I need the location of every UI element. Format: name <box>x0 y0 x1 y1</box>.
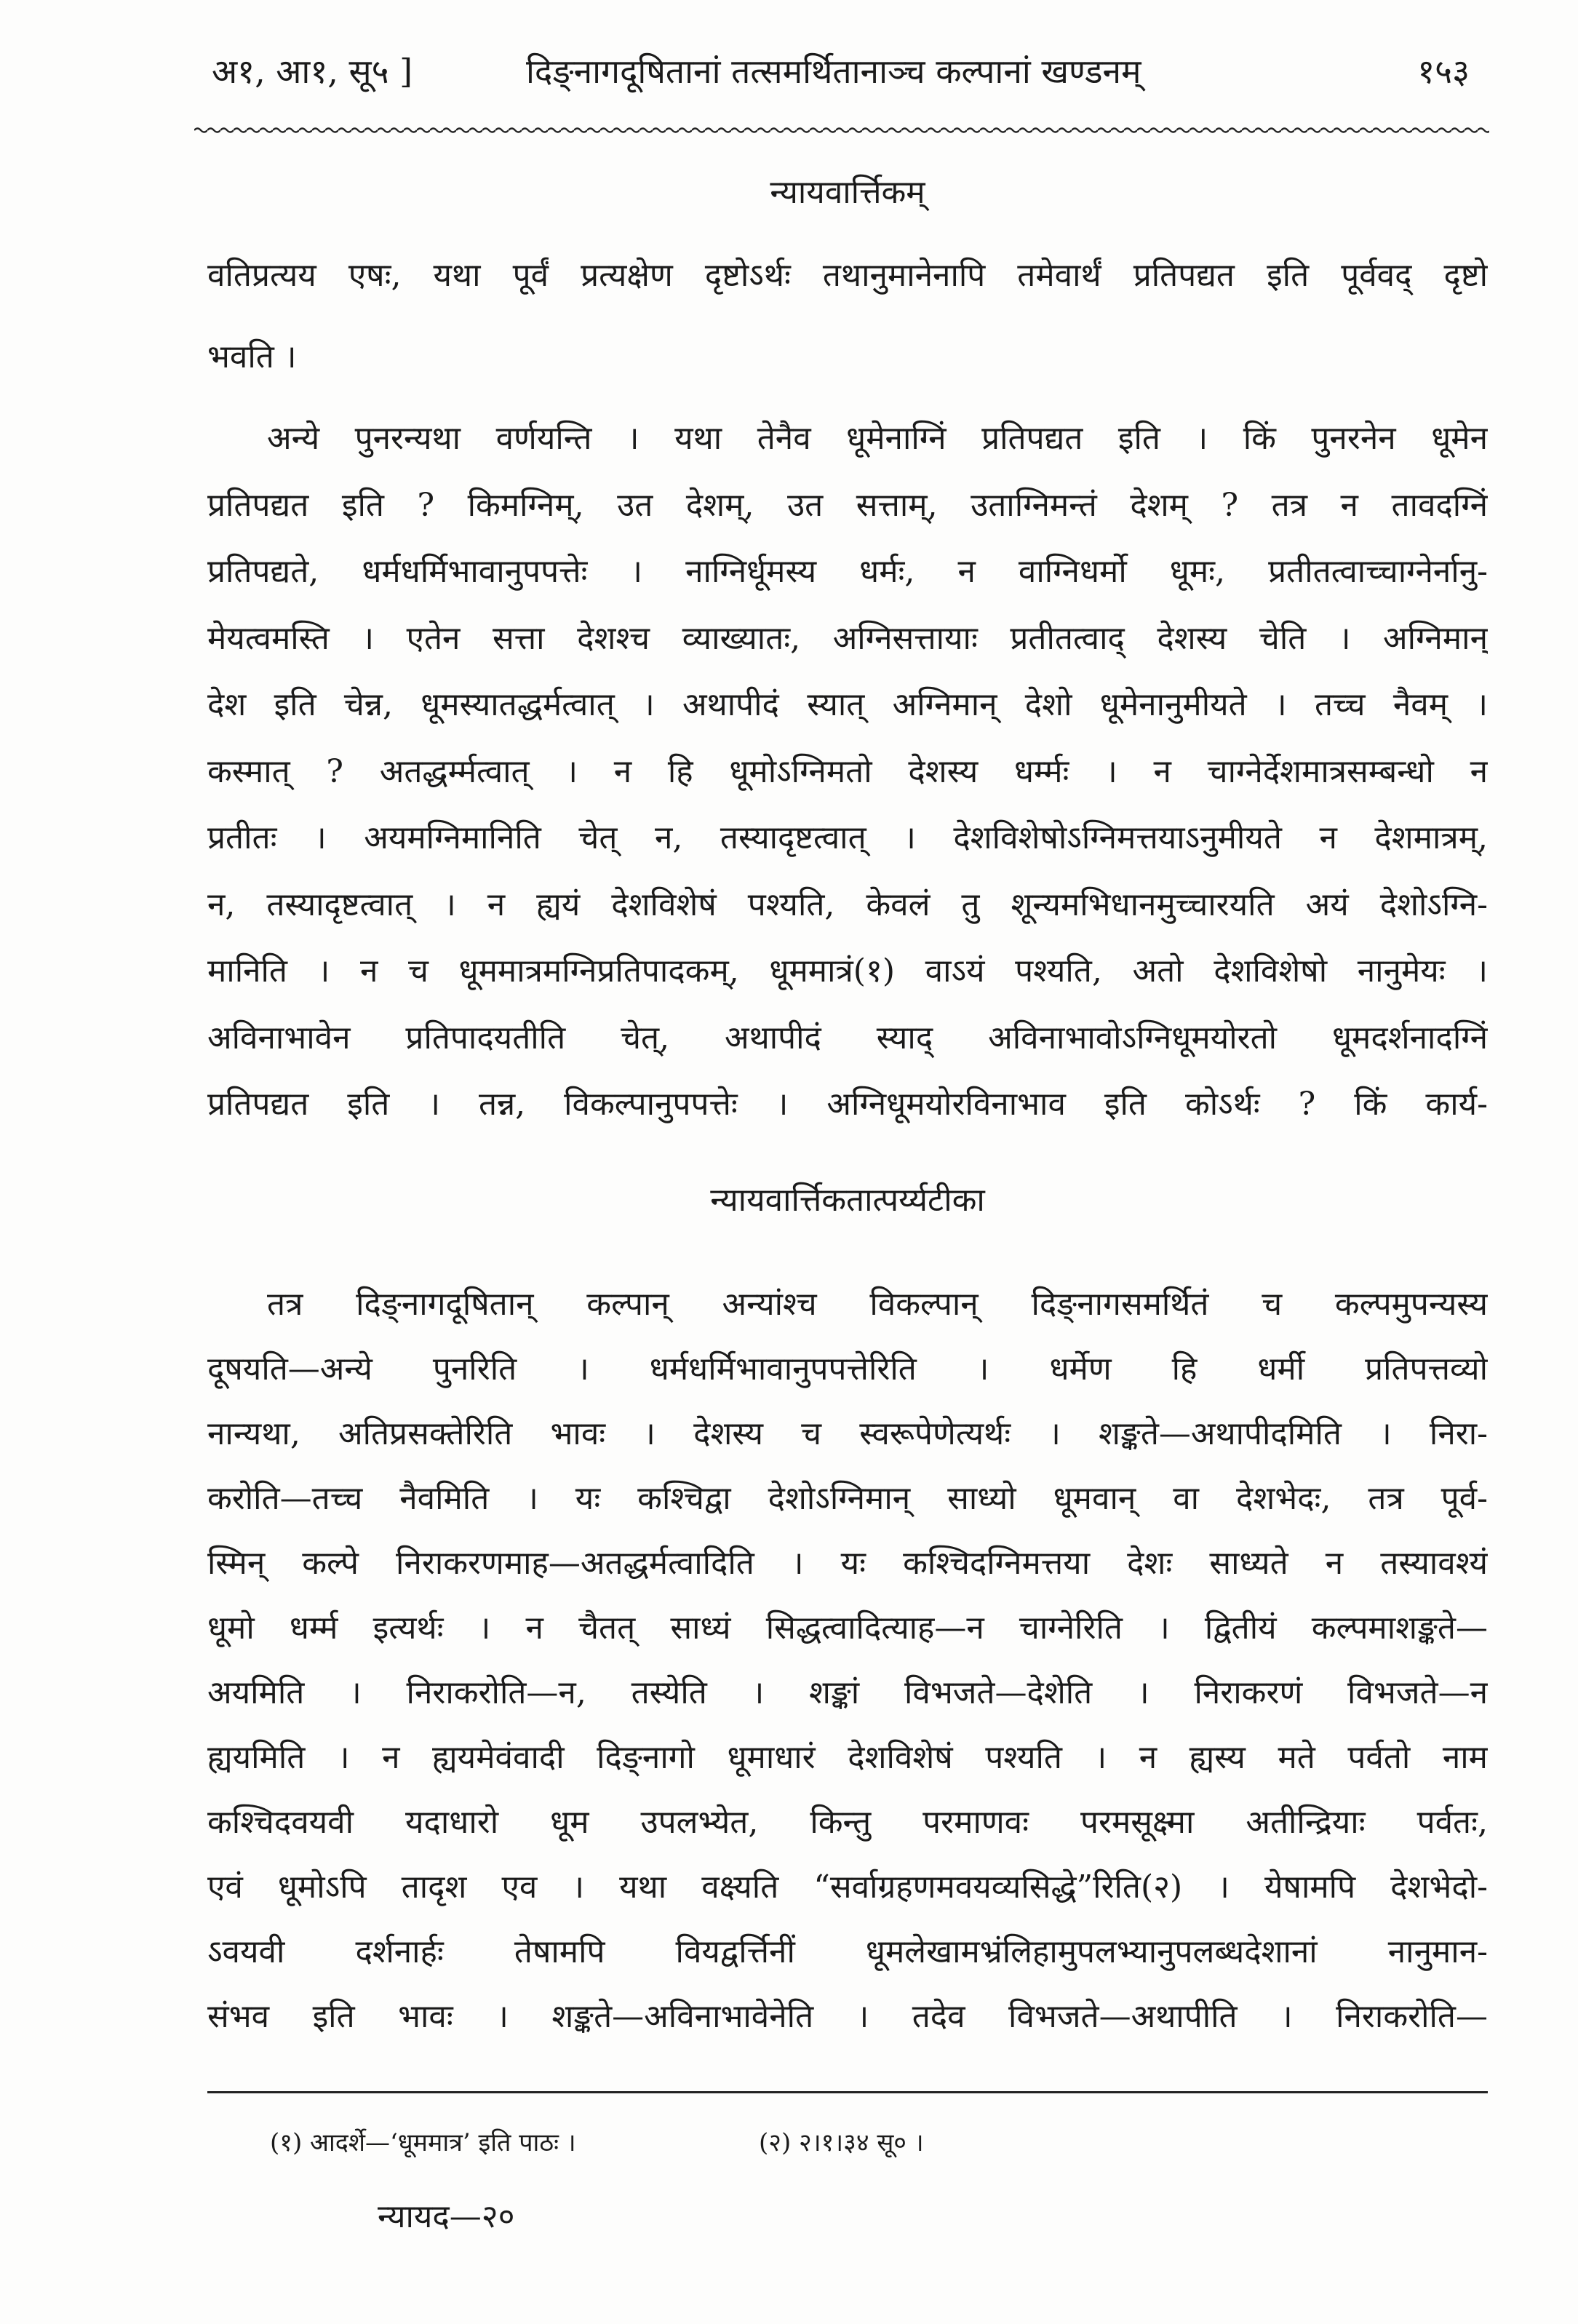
header-title: दिङ्नागदूषितानां तत्समर्थितानाञ्च कल्पानां खण्डनम् <box>526 52 1141 91</box>
text-line: दूषयति—अन्ये पुनरिति । धर्मधर्मिभावानुपपत्तेरिति । धर्मेण हि धर्मी प्रतिपत्तव्यो <box>207 1350 1488 1388</box>
text-line: कश्चिदवयवी यदाधारो धूम उपलभ्येत, किन्तु परमाणवः परमसूक्ष्मा अतीन्द्रियाः पर्वतः, <box>207 1804 1488 1841</box>
text-line: मानिति । न च धूममात्रमग्निप्रतिपादकम्, धूममात्रं(१) वाऽयं पश्यति, अतो देशविशेषो नानुमेयः । <box>207 952 1488 990</box>
text-line: प्रतिपद्यत इति । तन्न, विकल्पानुपपत्तेः । अग्निधूमयोरविनाभाव इति कोऽर्थः ? किं कार्य- <box>207 1086 1488 1123</box>
text-line: प्रतीतः । अयमग्निमानिति चेत् न, तस्यादृष्टत्वात् । देशविशेषोऽग्निमत्तयाऽनुमीयते न देशमात्रम्, <box>207 819 1488 856</box>
footnote-1: (१) आदर्शे—‘धूममात्र’ इति पाठः । <box>270 2128 576 2157</box>
tika-paragraph <box>207 1272 1488 2049</box>
text-line: नान्यथा, अतिप्रसक्तेरिति भावः । देशस्य च स्वरूपेणेत्यर्थः । शङ्कते—अथापीदमिति । निरा- <box>207 1415 1488 1452</box>
text-line: स्मिन् कल्पे निराकरणमाह—अतद्धर्मत्वादिति । यः कश्चिदग्निमत्तया देशः साध्यते न तस्यावश्यं <box>207 1545 1488 1582</box>
text-line: कस्मात् ? अतद्धर्म्मत्वात् । न हि धूमोऽग्निमतो देशस्य धर्म्मः । न चाग्नेर्देशमात्रसम्बन्धो न <box>207 752 1488 790</box>
text-line: संभव इति भावः । शङ्कते—अविनाभावेनेति । तदेव विभजते—अथापीति । निराकरोति— <box>207 1998 1488 2035</box>
text-line: धूमो धर्म्म इत्यर्थः । न चैतत् साध्यं सिद्धत्वादित्याह—न चाग्नेरिति । द्वितीयं कल्पमाशङ्कते— <box>207 1609 1488 1647</box>
text-line: न, तस्यादृष्टत्वात् । न ह्ययं देशविशेषं पश्यति, केवलं तु शून्यमभिधानमुच्चारयति अयं देशोऽग्नि- <box>207 886 1488 923</box>
text-line: अविनाभावेन प्रतिपादयतीति चेत्, अथापीदं स्याद् अविनाभावोऽग्निधूमयोरतो धूमदर्शनादग्निं <box>207 1019 1488 1056</box>
text-line: ऽवयवी दर्शनार्हः तेषामपि वियद्वर्त्तिनीं धूमलेखामभ्रंलिहामुपलभ्यानुपलब्धदेशानां नानुमान- <box>207 1933 1488 1970</box>
text-line: वतिप्रत्यय एषः, यथा पूर्वं प्रत्यक्षेण दृष्टोऽर्थः तथानुमानेनापि तमेवार्थं प्रतिपद्यत इति पूर्ववद् दृष्टो <box>207 257 1488 294</box>
text-line: भवति । <box>207 338 297 375</box>
vartika-heading: न्यायवार्त्तिकम् <box>770 174 925 211</box>
vartika-paragraph <box>207 235 1488 398</box>
text-line: मेयत्वमस्ति । एतेन सत्ता देशश्च व्याख्यातः, अग्निसत्तायाः प्रतीतत्वाद् देशस्य चेति । अग्निमान् <box>207 619 1488 657</box>
footnote-rule <box>207 2091 1488 2093</box>
text-line: अयमिति । निराकरोति—न, तस्येति । शङ्कां विभजते—देशेति । निराकरणं विभजते—न <box>207 1674 1488 1711</box>
text-line: तत्र दिङ्नागदूषितान् कल्पान् अन्यांश्च विकल्पान् दिङ्नागसमर्थितं च कल्पमुपन्यस्य <box>267 1286 1488 1323</box>
vartika-paragraph <box>207 405 1488 1138</box>
page-number: १५३ <box>1417 52 1470 91</box>
text-line: देश इति चेन्न, धूमस्यातद्धर्मत्वात् । अथापीदं स्यात् अग्निमान् देशो धूमेनानुमीयते । तच्च नैवम् । <box>207 686 1488 723</box>
printer-signature: न्यायद—२० <box>378 2198 515 2235</box>
text-line: ह्ययमिति । न ह्ययमेवंवादी दिङ्नागो धूमाधारं देशविशेषं पश्यति । न ह्यस्य मते पर्वतो नाम <box>207 1739 1488 1776</box>
text-line: करोति—तच्च नैवमिति । यः कश्चिद्वा देशोऽग्निमान् साध्यो धूमवान् वा देशभेदः, तत्र पूर्व- <box>207 1480 1488 1517</box>
text-line: एवं धूमोऽपि तादृश एव । यथा वक्ष्यति “सर्वाग्रहणमवयव्यसिद्धे”रिति(२) । येषामपि देशभेदो- <box>207 1869 1488 1906</box>
text-line: प्रतिपद्यत इति ? किमग्निम्, उत देशम्, उत सत्ताम्, उताग्निमन्तं देशम् ? तत्र न तावदग्निं <box>207 486 1488 524</box>
text-line: अन्ये पुनरन्यथा वर्णयन्ति । यथा तेनैव धूमेनाग्निं प्रतिपद्यत इति । किं पुनरनेन धूमेन <box>267 420 1488 457</box>
tika-heading: न्यायवार्त्तिकतात्पर्य्यटीका <box>710 1182 985 1219</box>
header-location: अ१, आ१, सू५ ] <box>212 52 413 91</box>
text-line: प्रतिपद्यते, धर्मधर्मिभावानुपपत्तेः । नाग्निर्धूमस्य धर्मः, न वाग्निधर्मो धूमः, प्रतीतत्वाच्चाग्नेर्नानु- <box>207 553 1488 590</box>
header-wavy-rule <box>194 125 1489 135</box>
footnote-2: (२) २।१।३४ सू० । <box>759 2128 924 2157</box>
